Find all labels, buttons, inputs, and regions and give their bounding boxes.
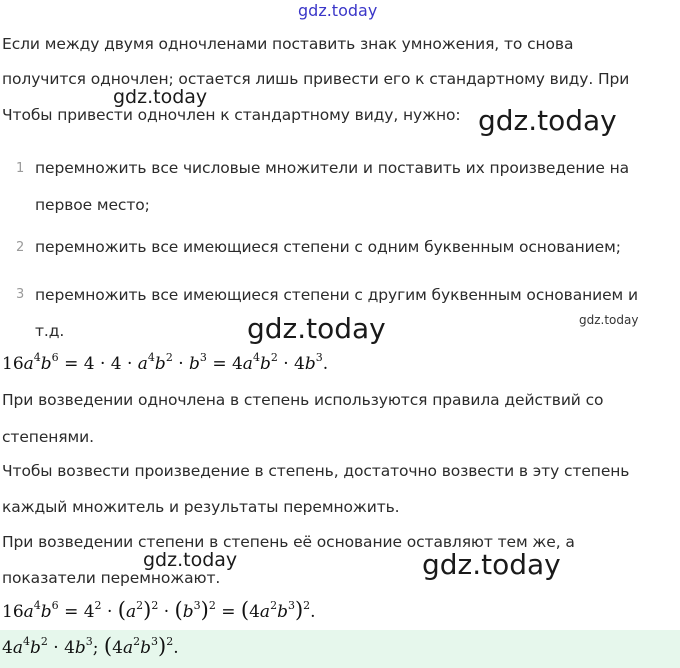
formula-example: $16a^4b^6 = 4^2 \cdot (a^2)^2 \cdot (b^3)^2 = (4a^2b^3)^2$.: [2, 598, 316, 622]
paragraph-line: каждый множитель и результаты перемножить.: [2, 498, 400, 516]
paragraph-line: Чтобы возвести произведение в степень, достаточно возвести в эту степень: [2, 462, 630, 480]
paragraph-line: При возведении степени в степень её основание оставляют тем же, а: [2, 533, 575, 551]
watermark: gdz.today: [143, 549, 238, 571]
watermark: gdz.today: [247, 312, 386, 345]
watermark-top: gdz.today: [298, 1, 378, 20]
paragraph-line: При возведении одночлена в степень используются правила действий со: [2, 391, 604, 409]
paragraph-line: Чтобы привести одночлен к стандартному виду, нужно:: [2, 106, 461, 124]
list-number: 2: [16, 240, 25, 255]
list-item-text: т.д.: [35, 322, 65, 340]
watermark: gdz.today: [422, 548, 561, 581]
list-item-text: перемножить все числовые множители и поставить их произведение на: [35, 159, 630, 177]
watermark: gdz.today: [579, 313, 639, 327]
answer-formula: $4a^4b^2 \cdot 4b^3$; $(4a^2b^3)^2$.: [2, 634, 179, 658]
list-number: 3: [16, 287, 25, 302]
paragraph-line: получится одночлен; остается лишь привести его к стандартному виду. При: [2, 70, 630, 88]
formula-example: $16a^4b^6 = 4 \cdot 4 \cdot a^4b^2 \cdot b^3 = 4a^4b^2 \cdot 4b^3$.: [2, 351, 329, 374]
paragraph-line: степенями.: [2, 428, 94, 446]
paragraph-line: показатели перемножают.: [2, 569, 221, 587]
list-item-text: перемножить все имеющиеся степени с другим буквенным основанием и: [35, 286, 638, 304]
list-item-text: перемножить все имеющиеся степени с одним буквенным основанием;: [35, 238, 621, 256]
watermark: gdz.today: [113, 86, 208, 108]
list-number: 1: [16, 161, 25, 176]
paragraph-line: Если между двумя одночленами поставить знак умножения, то снова: [2, 35, 574, 53]
watermark: gdz.today: [478, 104, 617, 137]
list-item-text: первое место;: [35, 196, 150, 214]
